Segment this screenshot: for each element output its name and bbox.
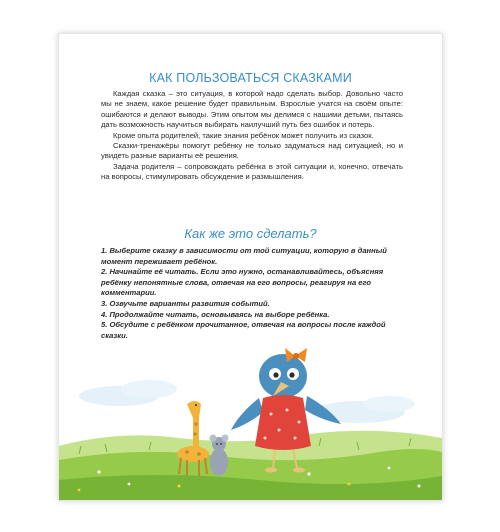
step-2: 2. Начинайте её читать. Если это нужно, останавливайтесь, объясняя ребёнку непонятные слова, отвечая на его вопросы, реагируя на его комментарии.	[101, 267, 384, 298]
toy-mouse-icon	[210, 435, 229, 477]
intro-paragraph-4: Задача родителя – сопровождать ребёнка в этой ситуации и, конечно, отвечать на вопросы, стимулировать обсуждение и размышления.	[101, 161, 403, 182]
steps-list	[101, 246, 403, 341]
intro-paragraph-3: Сказки-тренажёры помогут ребёнку не только задуматься над ситуацией, но и увидеть разные варианты её решения.	[101, 141, 403, 161]
section-subtitle: Как же это сделать?	[184, 226, 317, 241]
intro-paragraph-1: Каждая сказка – это ситуация, в которой надо сделать выбор. Довольно часто мы не знаем, какое решение будет правильным. Взрослые учатся на своём опыте: ошибаются и делают выводы. Этим опытом мы делимся с нашими детьми, пытаясь дать возможность научиться выбирать наилучший путь без ошибок и потерь.	[101, 89, 403, 130]
step-3: 3. Озвучьте варианты развития событий.	[101, 298, 270, 308]
page-title: КАК ПОЛЬЗОВАТЬСЯ СКАЗКАМИ	[149, 71, 352, 85]
grass-meadow	[59, 431, 442, 500]
step-1: 1. Выберите сказку в зависимости от той ситуации, которую в данный момент переживает ребёнок.	[101, 246, 387, 266]
intro-text	[101, 89, 403, 183]
illustration	[59, 334, 442, 500]
step-5: 5. Обсудите с ребёнком прочитанное, отвечая на вопросы после каждой сказки.	[101, 320, 386, 340]
step-4: 4. Продолжайте читать, основываясь на выборе ребёнка.	[101, 309, 330, 319]
book-page	[58, 33, 443, 501]
intro-paragraph-2: Кроме опыта родителей, такие знания ребёнок может получить из сказок.	[113, 130, 374, 140]
